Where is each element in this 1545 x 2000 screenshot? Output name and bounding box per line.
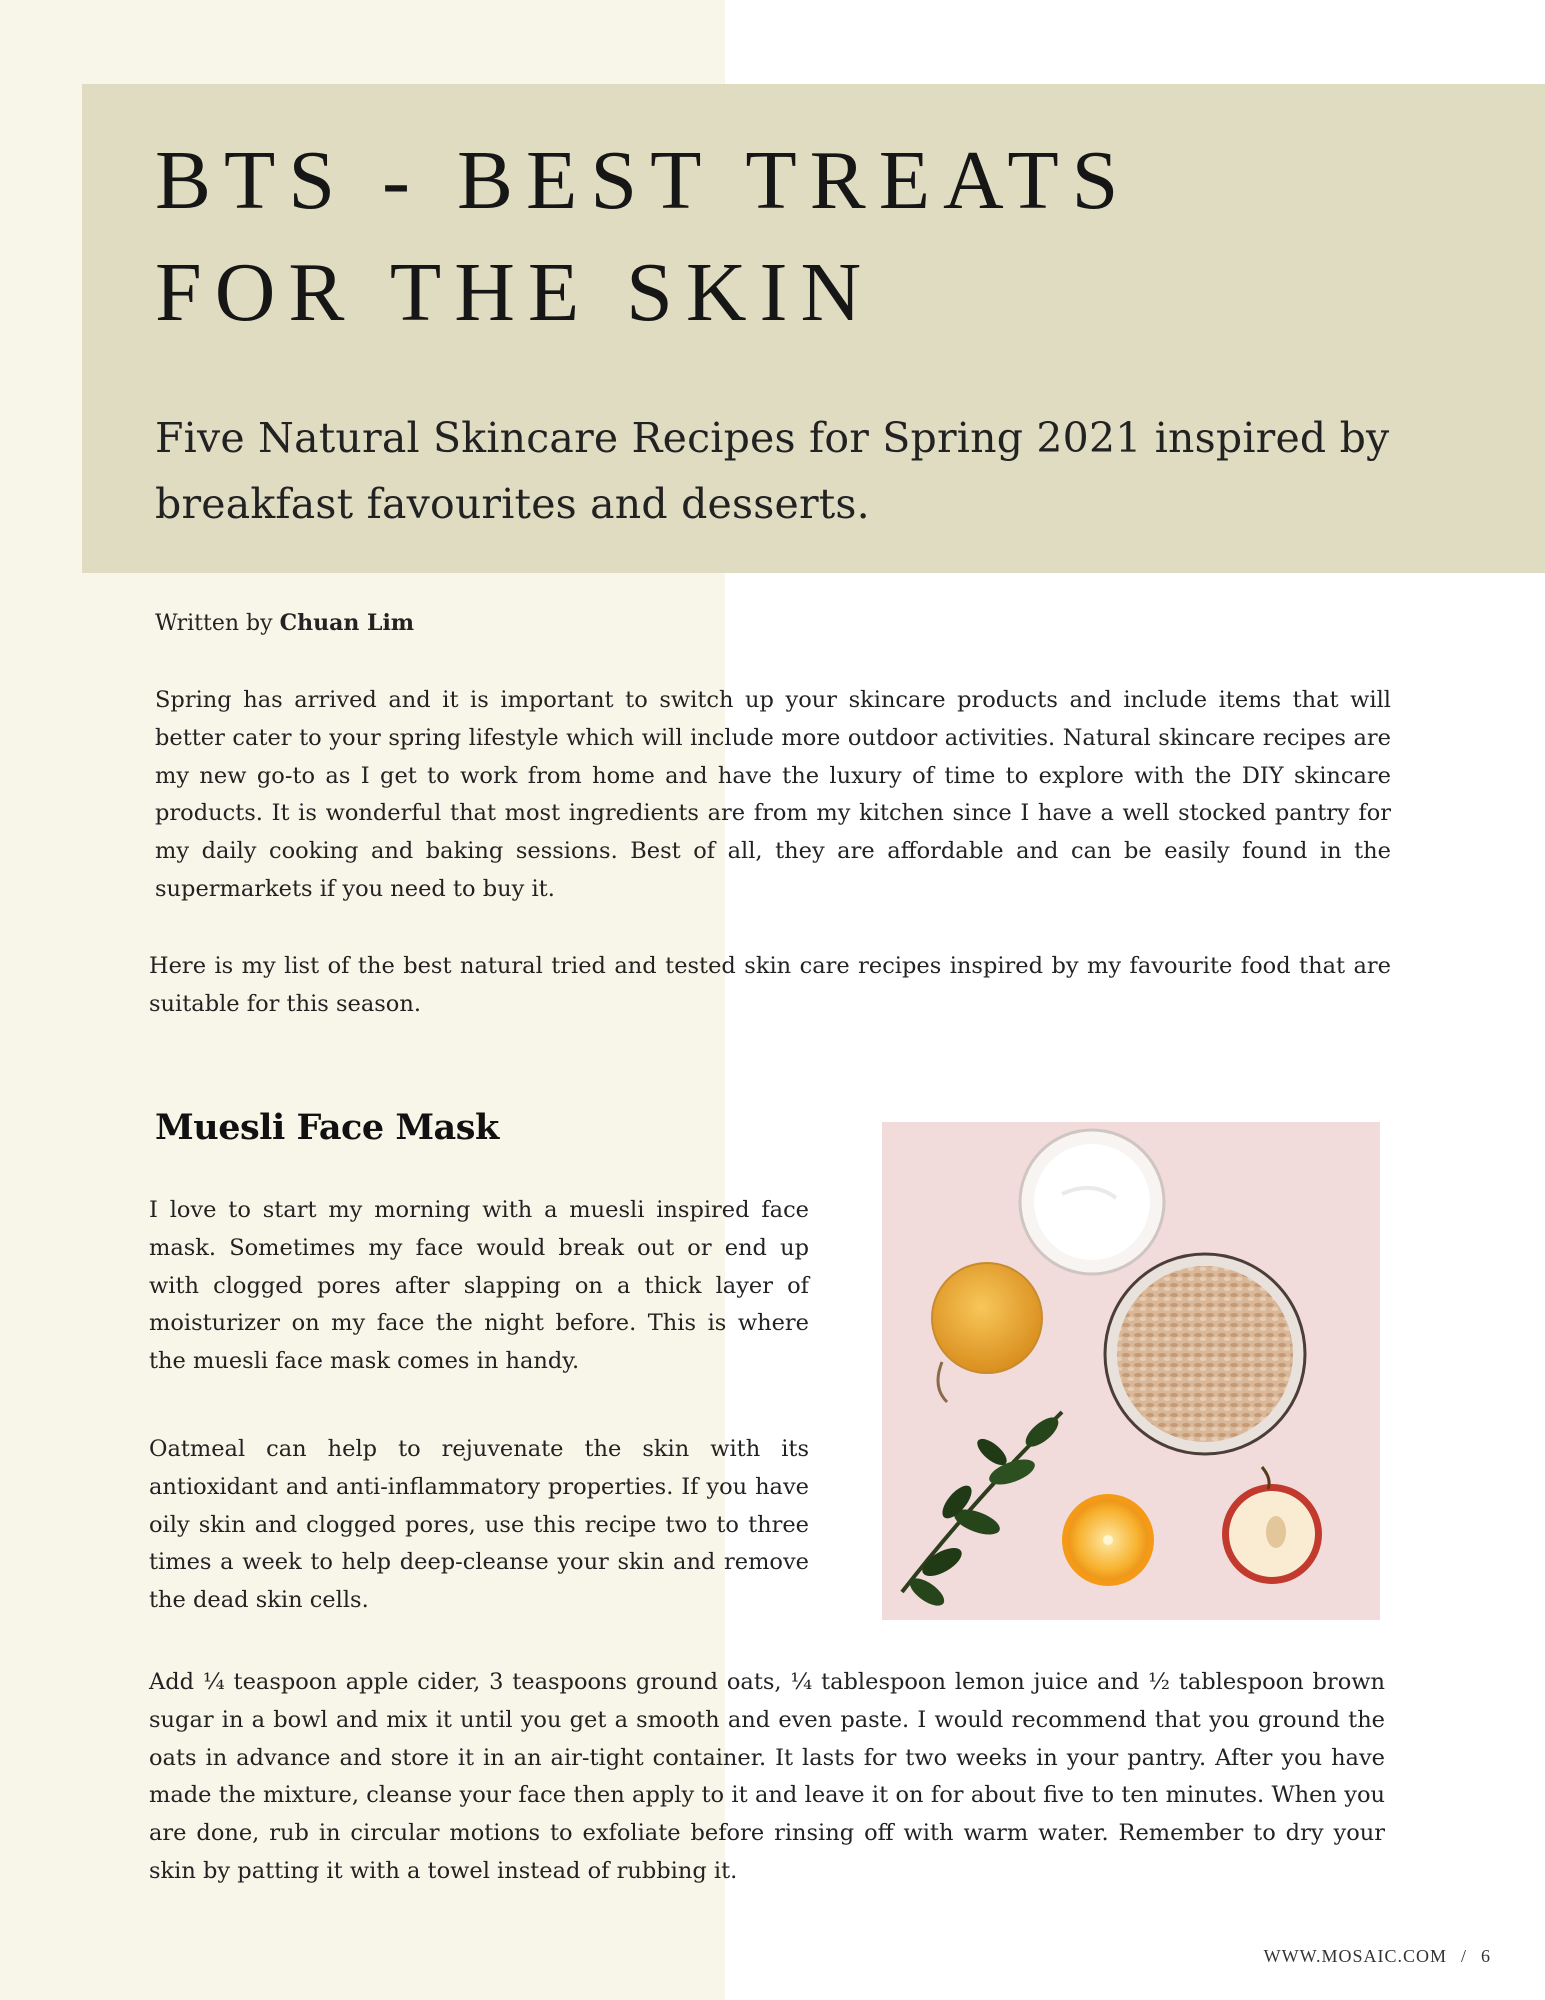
byline	[155, 610, 414, 636]
section-paragraph-3: Add ¼ teaspoon apple cider, 3 teaspoons ground oats, ¼ tablespoon lemon juice and ½ tablespoon brown sugar in a bowl and mix it until you get a smooth and even paste. I would recommend that you ground the oats in advance and store it in an air-tight container. It lasts for two weeks in your pantry. After you have made the mixture, cleanse your face then apply to it and leave it on for about five to ten minutes. When you are done, rub in circular motions to exfoliate before rinsing off with warm water. Remember to dry your skin by patting it with a towel instead of rubbing it.	[149, 1669, 1385, 1884]
ingredients-photo	[882, 1122, 1380, 1620]
oats-bowl-icon	[1105, 1254, 1305, 1454]
page-title	[155, 125, 1131, 349]
page-footer	[1264, 1946, 1491, 1967]
yogurt-bowl-icon	[1020, 1130, 1164, 1274]
author-name: Chuan Lim	[279, 610, 415, 636]
title-line-1: BTS - BEST TREATS	[155, 134, 1132, 227]
orange-half-icon	[1062, 1494, 1154, 1586]
section-title: Muesli Face Mask	[155, 1107, 499, 1148]
intro-paragraph: Spring has arrived and it is important to switch up your skincare products and include items that will better cater to your spring lifestyle which will include more outdoor activities. Natural skincare recipes are my new go-to as I get to work from home and have the luxury of time to explore with the DIY skincare products. It is wonderful that most ingredients are from my kitchen since I have a well stocked pantry for my daily cooking and baking sessions. Best of all, they are affordable and can be easily found in the supermarkets if you need to buy it.	[155, 687, 1391, 902]
section-paragraph-1: I love to start my morning with a muesli inspired face mask. Sometimes my face would break out or end up with clogged pores after slapping on a thick layer of moisturizer on my face the night before. This is where the muesli face mask comes in handy.	[149, 1197, 809, 1375]
footer-separator: /	[1460, 1946, 1467, 1966]
byline-prefix: Written by	[155, 611, 273, 636]
title-line-2: FOR THE SKIN	[155, 246, 875, 339]
website-link[interactable]: WWW.MOSAIC.COM	[1263, 1946, 1447, 1966]
page-number: 6	[1481, 1946, 1491, 1966]
list-intro-paragraph: Here is my list of the best natural tried and tested skin care recipes inspired by my favourite food that are suitable for this season.	[149, 953, 1391, 1017]
section-paragraph-2: Oatmeal can help to rejuvenate the skin with its antioxidant and anti-inflammatory properties. If you have oily skin and clogged pores, use this recipe two to three times a week to help deep-cleanse your skin and remove the dead skin cells.	[149, 1436, 809, 1614]
page-subtitle: Five Natural Skincare Recipes for Spring 2021 inspired by breakfast favourites and desserts.	[155, 414, 1390, 528]
